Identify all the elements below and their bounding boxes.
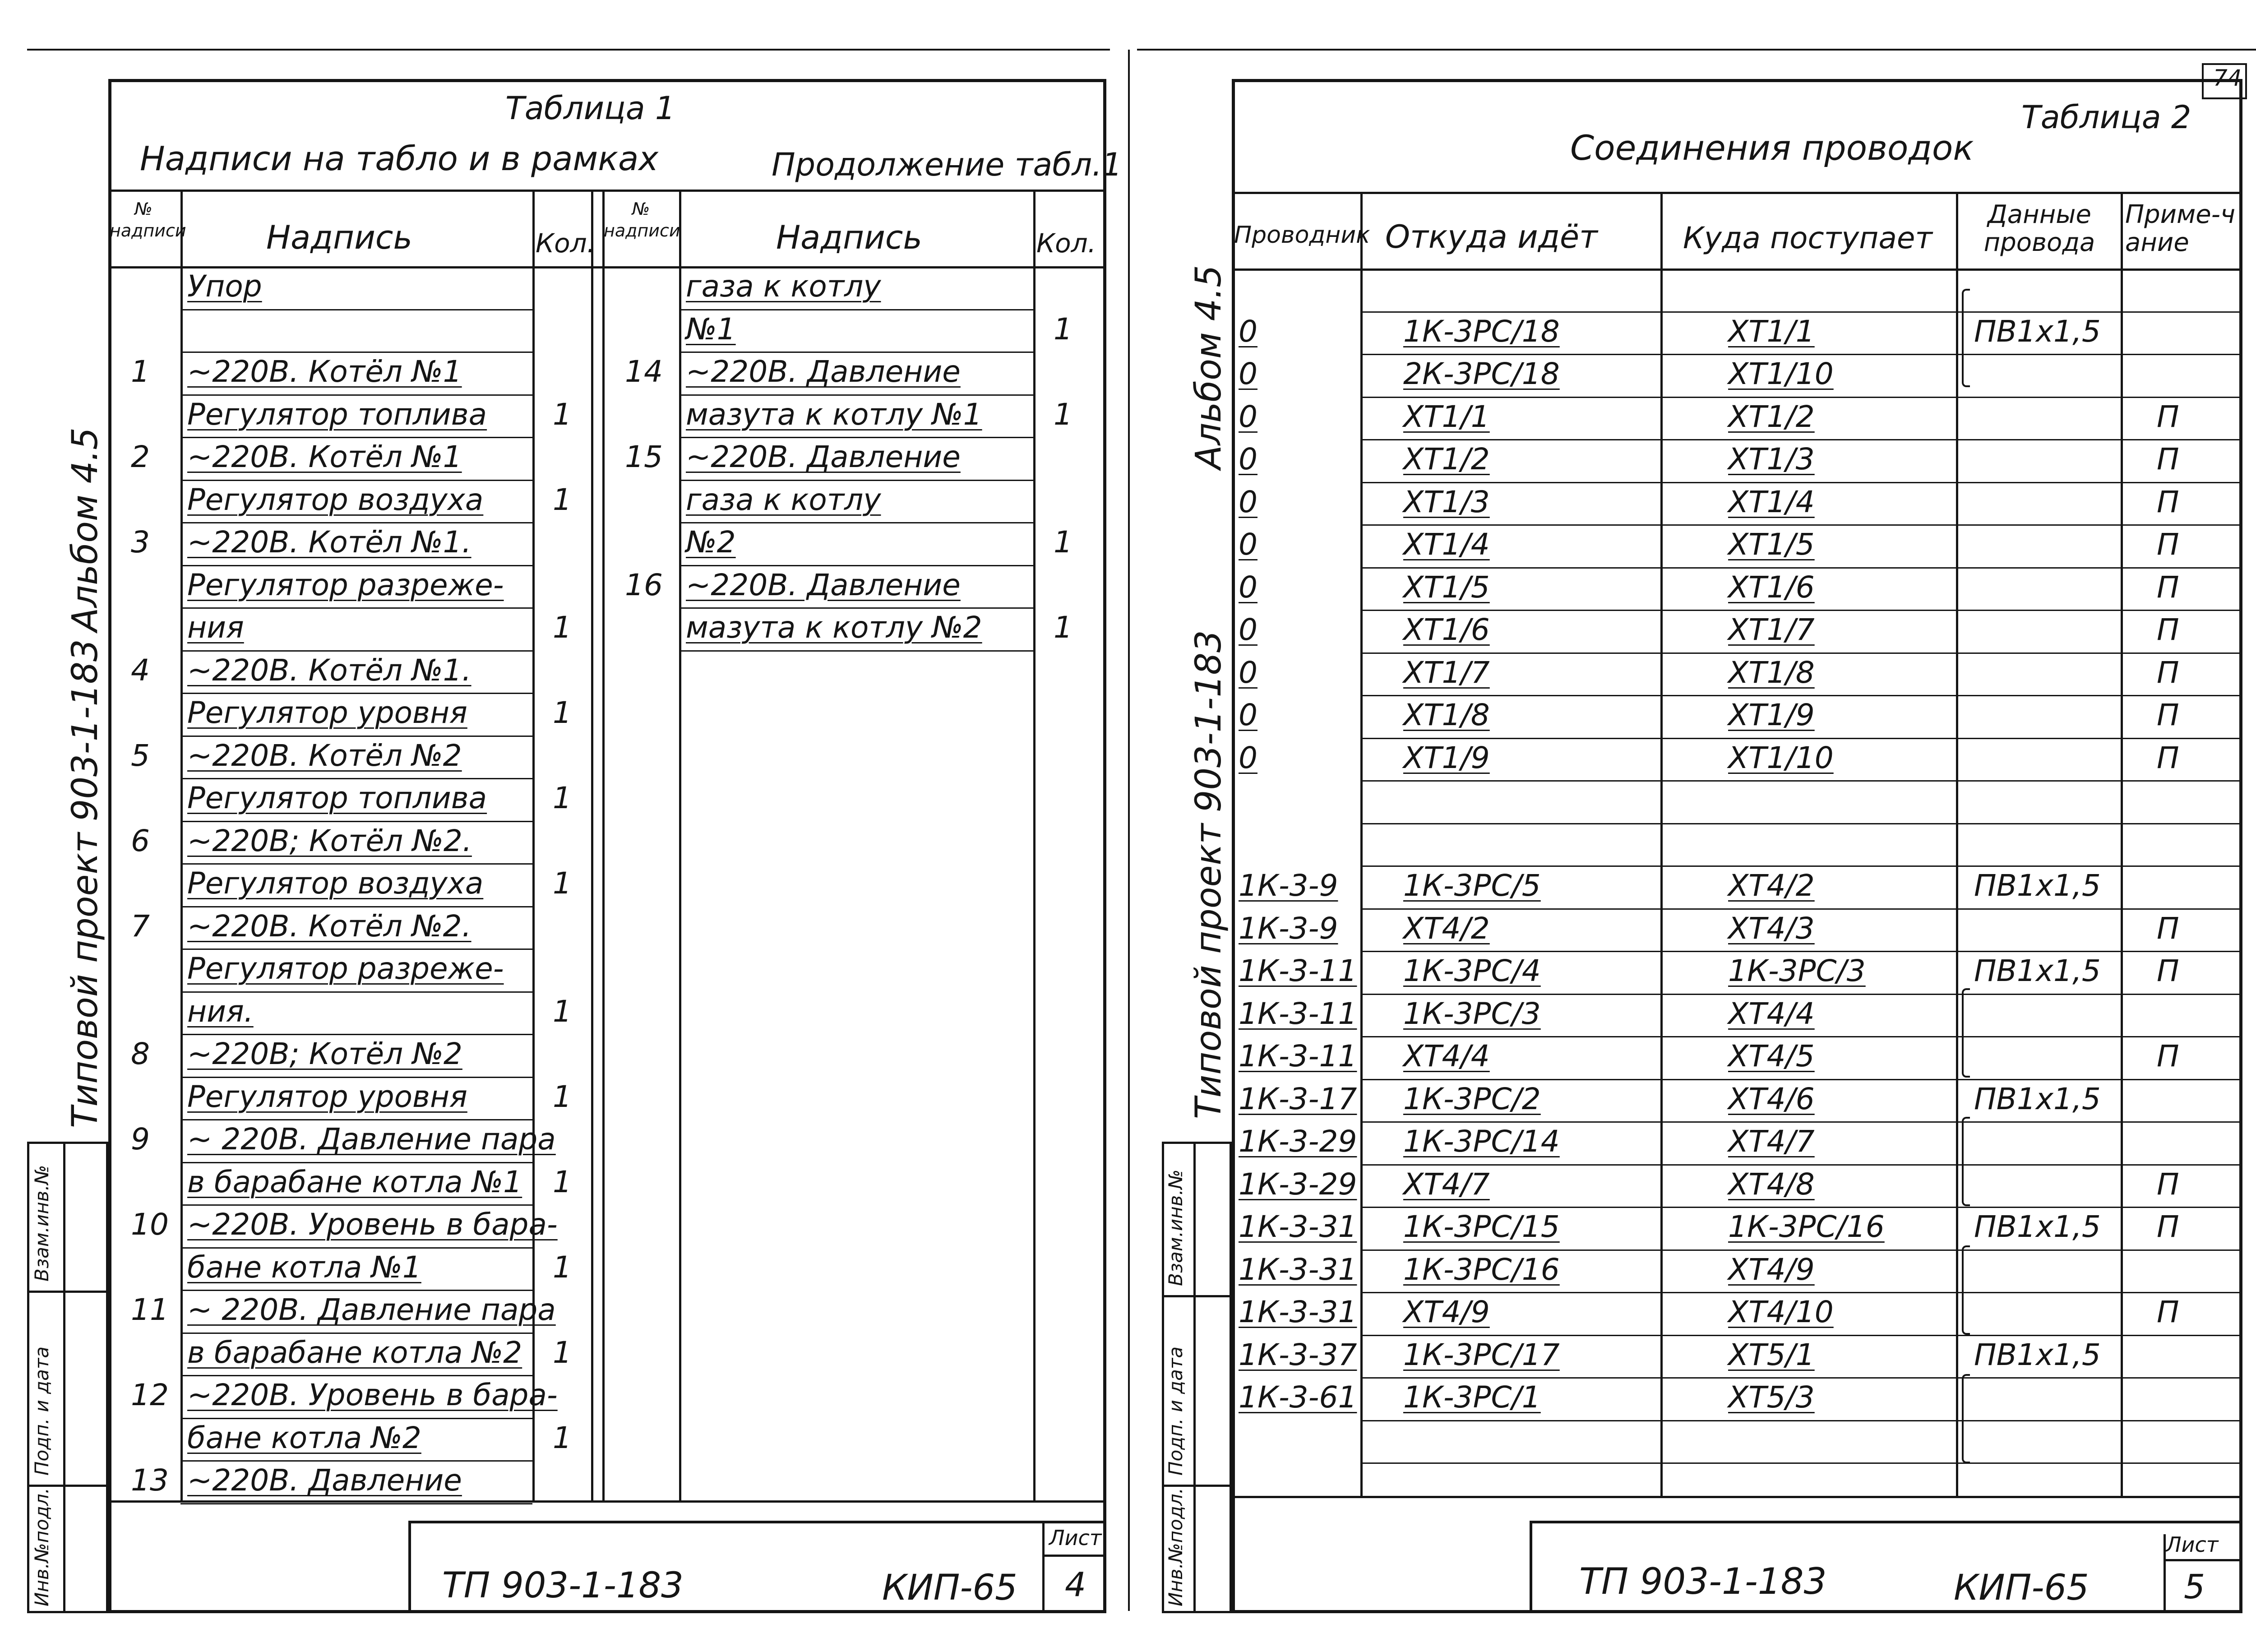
t1-row-text: ния xyxy=(187,610,244,645)
row-line xyxy=(1360,1335,2242,1336)
t1-row-text: ~220В. Уровень в бара- xyxy=(187,1378,558,1412)
row-line xyxy=(1360,951,2242,952)
t2-row-note: П xyxy=(2157,1166,2179,1202)
t1-row-text: Регулятор воздуха xyxy=(187,482,484,517)
row-line xyxy=(1360,695,2242,696)
t2-row-to: ХТ1/6 xyxy=(1728,569,1815,605)
row-line xyxy=(679,352,1033,353)
t2-row-conductor: 1К-3-29 xyxy=(1239,1166,1357,1202)
left-footer-code: ТП 903-1-183 xyxy=(442,1565,684,1606)
row-line xyxy=(180,1503,532,1504)
t1-row-no: 13 xyxy=(131,1463,169,1498)
row-line xyxy=(679,394,1033,396)
t1-header-no: № надписи xyxy=(110,199,186,241)
row-line xyxy=(1360,823,2242,824)
t2-row-from: 1К-3РС/16 xyxy=(1403,1252,1560,1287)
t1-col-end-left xyxy=(591,190,593,1500)
t1-col-qty-divider-right xyxy=(1033,190,1036,1500)
row-line xyxy=(180,650,532,652)
row-line xyxy=(1360,1121,2242,1123)
row-line xyxy=(180,949,532,950)
row-line xyxy=(679,650,1033,652)
t2-row-from: 1К-3РС/15 xyxy=(1403,1209,1560,1244)
row-line xyxy=(679,607,1033,609)
t2-row-from: 1К-3РС/14 xyxy=(1403,1124,1560,1159)
t1-row-no: 4 xyxy=(131,652,150,688)
t2-row-wire: ПВ1х1,5 xyxy=(1974,1337,2101,1372)
t1-row-qty: 1 xyxy=(553,610,572,645)
row-line xyxy=(180,1034,532,1035)
t1-row-no: 10 xyxy=(131,1207,169,1242)
row-line xyxy=(180,1460,532,1462)
t2-row-to: ХТ5/1 xyxy=(1728,1337,1815,1372)
t1-row-qty: 1 xyxy=(553,781,572,815)
t2-row-to: ХТ4/3 xyxy=(1728,911,1815,946)
t1-row-text: Регулятор топлива xyxy=(187,397,487,432)
t2-row-from: 1К-3РС/2 xyxy=(1403,1081,1541,1116)
t1-right-row-text: газа к котлу xyxy=(686,269,881,304)
row-line xyxy=(180,991,532,993)
t2-row-to: ХТ5/3 xyxy=(1728,1380,1815,1415)
t2-row-note: П xyxy=(2157,442,2179,477)
t2-row-from: 1К-3РС/3 xyxy=(1403,996,1541,1031)
brace-group-3 xyxy=(1962,1117,1970,1206)
t2-row-conductor: 0 xyxy=(1239,612,1257,647)
t2-row-conductor: 0 xyxy=(1239,442,1257,477)
row-line xyxy=(679,480,1033,481)
t2-row-conductor: 0 xyxy=(1239,655,1257,690)
t1-header-no-right: № надписи xyxy=(604,199,680,241)
t1-right-row-no: 15 xyxy=(625,440,663,474)
row-line xyxy=(180,1119,532,1120)
row-line xyxy=(180,480,532,481)
t2-row-conductor: 0 xyxy=(1239,484,1257,519)
row-line xyxy=(180,1077,532,1078)
t2-row-from: ХТ4/4 xyxy=(1403,1039,1490,1074)
t2-header-wire: Данные провода xyxy=(1983,200,2095,257)
t1-right-row-qty: 1 xyxy=(1054,311,1073,347)
t2-row-conductor: 1К-3-37 xyxy=(1239,1337,1357,1372)
t2-row-to: ХТ1/2 xyxy=(1728,399,1815,434)
t2-row-note: П xyxy=(2157,740,2179,775)
row-line xyxy=(1360,865,2242,867)
t2-row-conductor: 0 xyxy=(1239,314,1257,349)
page-number: 74 xyxy=(2213,65,2242,91)
row-line xyxy=(180,778,532,779)
t2-row-to: ХТ1/8 xyxy=(1728,655,1815,690)
row-line xyxy=(1360,354,2242,355)
t1-row-qty: 1 xyxy=(553,1335,572,1370)
t1-row-qty: 1 xyxy=(553,1249,572,1285)
table-1-title: Надписи на табло и в рамках xyxy=(140,139,659,178)
t2-row-from: ХТ1/3 xyxy=(1403,484,1490,519)
t2-row-note: П xyxy=(2157,527,2179,562)
row-line xyxy=(1360,439,2242,440)
t2-row-conductor: 1К-3-29 xyxy=(1239,1124,1357,1159)
t1-right-row-qty: 1 xyxy=(1054,610,1073,645)
t1-right-row-text: №1 xyxy=(686,311,736,347)
t2-row-from: ХТ1/7 xyxy=(1403,655,1490,690)
t1-right-row-qty: 1 xyxy=(1054,525,1073,560)
right-footer-sheet-label: Лист xyxy=(2166,1532,2219,1557)
t2-row-from: ХТ1/9 xyxy=(1403,740,1490,775)
row-line xyxy=(180,1247,532,1249)
row-line xyxy=(1360,908,2242,910)
t1-header-qty-right: Кол. xyxy=(1036,228,1096,259)
t2-row-to: ХТ4/9 xyxy=(1728,1252,1815,1287)
t2-row-from: ХТ1/5 xyxy=(1403,569,1490,605)
right-side-project: Типовой проект 903-1-183 xyxy=(1188,630,1229,1119)
t1-row-text: ~220В. Котёл №1 xyxy=(187,440,462,474)
t1-row-text: Регулятор топлива xyxy=(187,781,487,815)
t1-row-text: бане котла №1 xyxy=(187,1249,421,1285)
t2-row-to: ХТ4/2 xyxy=(1728,868,1815,903)
t2-row-from: ХТ1/6 xyxy=(1403,612,1490,647)
brace-group-4 xyxy=(1962,1245,1970,1335)
t1-row-no: 8 xyxy=(131,1037,150,1071)
row-line xyxy=(1360,1164,2242,1166)
t1-right-row-qty: 1 xyxy=(1054,397,1073,432)
t2-row-to: ХТ1/10 xyxy=(1728,356,1834,391)
row-line xyxy=(180,1204,532,1206)
row-line xyxy=(1360,780,2242,782)
row-line xyxy=(1360,1249,2242,1251)
table1-header-bottom xyxy=(108,266,1106,268)
t1-right-row-text: газа к котлу xyxy=(686,482,881,517)
t2-row-conductor: 0 xyxy=(1239,527,1257,562)
row-line xyxy=(180,352,532,353)
t1-right-row-no: 16 xyxy=(625,567,663,602)
table2-header-bottom xyxy=(1232,268,2242,271)
t2-row-from: 1К-3РС/1 xyxy=(1403,1380,1541,1415)
t2-row-wire: ПВ1х1,5 xyxy=(1974,314,2101,349)
t2-col4 xyxy=(2121,192,2123,1496)
row-line xyxy=(180,863,532,865)
t2-row-to: 1К-3РС/16 xyxy=(1728,1209,1885,1244)
t1-row-qty: 1 xyxy=(553,482,572,517)
t2-row-note: П xyxy=(2157,569,2179,605)
t2-row-conductor: 0 xyxy=(1239,356,1257,391)
t1-row-no: 12 xyxy=(131,1378,169,1412)
row-line xyxy=(1360,1462,2242,1464)
t2-row-note: П xyxy=(2157,698,2179,732)
table2-header-top xyxy=(1232,192,2242,194)
table-2-title: Соединения проводок xyxy=(1570,128,1974,168)
t2-row-to: ХТ4/4 xyxy=(1728,996,1815,1031)
t2-row-to: ХТ1/5 xyxy=(1728,527,1815,562)
brace-group-5 xyxy=(1962,1374,1970,1463)
t2-header-conductor: Проводник xyxy=(1234,222,1370,249)
t1-row-text: ~ 220В. Давление пара xyxy=(187,1292,556,1327)
t2-row-from: 1К-3РС/18 xyxy=(1403,314,1560,349)
t1-row-qty: 1 xyxy=(553,866,572,901)
t1-row-no: 5 xyxy=(131,738,150,773)
right-footer-sheet: 5 xyxy=(2184,1568,2205,1606)
t1-row-no: 6 xyxy=(131,823,150,858)
t1-row-text: ~220В. Котёл №1. xyxy=(187,652,472,688)
t2-row-note: П xyxy=(2157,484,2179,519)
t1-row-text: ~220В. Уровень в бара- xyxy=(187,1207,558,1242)
t2-row-conductor: 1К-3-17 xyxy=(1239,1081,1357,1116)
t1-row-text: ~220В; Котёл №2 xyxy=(187,1037,462,1071)
t2-row-note: П xyxy=(2157,655,2179,690)
t1-right-row-text: ~220В. Давление xyxy=(686,567,961,602)
t2-row-from: ХТ4/7 xyxy=(1403,1166,1490,1202)
t2-col3 xyxy=(1956,192,1958,1496)
t2-row-wire: ПВ1х1,5 xyxy=(1974,1209,2101,1244)
row-line xyxy=(180,565,532,566)
t2-header-note: Приме-чание xyxy=(2125,200,2236,257)
table1-bottom xyxy=(108,1500,1106,1503)
row-line xyxy=(180,906,532,907)
t1-row-text: Упор xyxy=(187,269,262,304)
t2-row-from: ХТ1/1 xyxy=(1403,399,1490,434)
t2-row-from: 1К-3РС/4 xyxy=(1403,953,1541,988)
t2-row-note: П xyxy=(2157,1209,2179,1244)
t2-row-to: ХТ1/4 xyxy=(1728,484,1815,519)
t1-row-no: 2 xyxy=(131,440,150,474)
right-stamp-inv: Инв.№подл. xyxy=(1165,1487,1187,1606)
t2-row-wire: ПВ1х1,5 xyxy=(1974,868,2101,903)
row-line xyxy=(180,693,532,694)
right-stamp-h1 xyxy=(1162,1295,1232,1297)
left-stamp-h1 xyxy=(27,1291,108,1293)
t2-row-note: П xyxy=(2157,1039,2179,1074)
t2-row-conductor: 1К-3-11 xyxy=(1239,996,1357,1031)
right-stamp-sign: Подп. и дата xyxy=(1165,1346,1187,1476)
row-line xyxy=(1360,1036,2242,1037)
t1-row-text: ~220В. Давление xyxy=(187,1463,462,1498)
t1-row-text: ния. xyxy=(187,994,254,1029)
row-line xyxy=(1360,567,2242,569)
t1-header-text-right: Надпись xyxy=(776,218,922,256)
t2-row-note: П xyxy=(2157,953,2179,988)
top-border-line-right xyxy=(1137,49,2256,51)
left-side-project: Типовой проект 903-1-183 xyxy=(65,639,106,1128)
t2-row-wire: ПВ1х1,5 xyxy=(1974,953,2101,988)
t2-row-from: ХТ4/9 xyxy=(1403,1295,1490,1329)
t2-row-from: 1К-3РС/17 xyxy=(1403,1337,1560,1372)
t2-row-conductor: 0 xyxy=(1239,569,1257,605)
t1-row-qty: 1 xyxy=(553,1420,572,1455)
right-stamp-mid xyxy=(1193,1142,1196,1613)
t2-row-conductor: 0 xyxy=(1239,698,1257,732)
t2-row-to: ХТ4/7 xyxy=(1728,1124,1815,1159)
right-footer-sheet-line xyxy=(2164,1559,2242,1561)
row-line xyxy=(180,309,532,310)
t1-row-text: в барабане котла №2 xyxy=(187,1335,522,1370)
t2-row-conductor: 0 xyxy=(1239,399,1257,434)
t2-row-conductor: 1К-3-31 xyxy=(1239,1252,1357,1287)
row-line xyxy=(180,437,532,438)
t2-row-to: ХТ1/7 xyxy=(1728,612,1815,647)
t1-row-text: ~220В; Котёл №2. xyxy=(187,823,472,858)
table-1-label: Таблица 1 xyxy=(505,90,675,127)
t1-row-qty: 1 xyxy=(553,1164,572,1199)
t2-row-to: 1К-3РС/3 xyxy=(1728,953,1866,988)
t1-row-text: ~220В. Котёл №1. xyxy=(187,525,472,560)
row-line xyxy=(180,1333,532,1334)
t2-row-from: ХТ1/4 xyxy=(1403,527,1490,562)
t2-row-to: ХТ1/3 xyxy=(1728,442,1815,477)
t1-row-text: Регулятор воздуха xyxy=(187,866,484,901)
right-stamp-h2 xyxy=(1162,1485,1232,1487)
right-footer-code: ТП 903-1-183 xyxy=(1579,1560,1827,1602)
t1-right-row-text: ~220В. Давление xyxy=(686,354,961,389)
t2-row-note: П xyxy=(2157,1295,2179,1329)
t2-row-to: ХТ1/9 xyxy=(1728,698,1815,732)
row-line xyxy=(1360,610,2242,611)
row-line xyxy=(180,1375,532,1376)
t1-header-text: Надпись xyxy=(266,218,412,256)
row-line xyxy=(1360,652,2242,654)
brace-group-2 xyxy=(1962,988,1970,1078)
t2-row-to: ХТ4/8 xyxy=(1728,1166,1815,1202)
t2-header-to: Куда поступает xyxy=(1683,221,1932,255)
t1-right-row-text: №2 xyxy=(686,525,736,560)
brace-group-1 xyxy=(1962,289,1970,387)
t2-row-from: ХТ4/2 xyxy=(1403,911,1490,946)
t2-row-conductor: 1К-3-31 xyxy=(1239,1295,1357,1329)
t1-row-qty: 1 xyxy=(553,695,572,730)
t1-right-row-text: ~220В. Давление xyxy=(686,440,961,474)
t1-row-no: 1 xyxy=(131,354,150,389)
left-footer-sheet-line xyxy=(1042,1555,1106,1557)
right-footer-doc: КИП-65 xyxy=(1954,1568,2089,1608)
t2-col2 xyxy=(1660,192,1663,1496)
left-stamp-h2 xyxy=(27,1485,108,1487)
left-stamp-inv: Инв.№подл. xyxy=(31,1487,53,1606)
table-2-label: Таблица 2 xyxy=(2021,99,2191,136)
row-line xyxy=(180,736,532,737)
row-line xyxy=(180,522,532,523)
row-line xyxy=(1360,738,2242,739)
t2-row-conductor: 1К-3-9 xyxy=(1239,911,1338,946)
row-line xyxy=(180,394,532,396)
left-footer-sheet-label: Лист xyxy=(1049,1526,1102,1550)
t1-row-text: в барабане котла №1 xyxy=(187,1164,522,1199)
t1-row-text: Регулятор разреже- xyxy=(187,567,504,602)
row-line xyxy=(1360,482,2242,483)
table2-bottom xyxy=(1232,1496,2242,1498)
t1-row-text: ~ 220В. Давление пара xyxy=(187,1122,556,1157)
t1-row-qty: 1 xyxy=(553,994,572,1029)
left-footer-sheet: 4 xyxy=(1065,1565,1086,1604)
row-line xyxy=(679,309,1033,310)
table1-header-top xyxy=(108,190,1106,192)
t2-row-to: ХТ4/10 xyxy=(1728,1295,1834,1329)
left-stamp-replace: Взам.инв.№ xyxy=(31,1165,53,1282)
row-line xyxy=(1360,524,2242,526)
t2-row-note: П xyxy=(2157,399,2179,434)
table-1-continuation: Продолжение табл.1 xyxy=(772,146,1122,183)
left-stamp-mid xyxy=(63,1142,65,1613)
t2-header-from: Откуда идёт xyxy=(1385,218,1598,255)
t2-col1 xyxy=(1360,192,1363,1496)
row-line xyxy=(1360,1079,2242,1080)
row-line xyxy=(679,522,1033,523)
t1-col-no-divider xyxy=(180,190,183,1500)
t2-row-from: ХТ1/2 xyxy=(1403,442,1490,477)
row-line xyxy=(1360,1377,2242,1379)
t1-row-no: 11 xyxy=(131,1292,169,1327)
row-line xyxy=(180,1290,532,1291)
t1-col-no-divider-right xyxy=(679,190,681,1500)
left-footer-doc: КИП-65 xyxy=(882,1568,1017,1608)
row-line xyxy=(180,821,532,822)
row-line xyxy=(1360,1292,2242,1293)
t2-row-from: ХТ1/8 xyxy=(1403,698,1490,732)
row-line xyxy=(1360,994,2242,995)
row-line xyxy=(180,1418,532,1419)
row-line xyxy=(180,607,532,609)
t2-row-conductor: 1К-3-11 xyxy=(1239,953,1357,988)
t2-row-to: ХТ4/6 xyxy=(1728,1081,1815,1116)
t1-col-start-right xyxy=(602,190,605,1500)
t1-right-row-text: мазута к котлу №1 xyxy=(686,397,982,432)
t1-row-text: ~220В. Котёл №2. xyxy=(187,908,472,944)
t2-row-note: П xyxy=(2157,911,2179,946)
t2-row-to: ХТ4/5 xyxy=(1728,1039,1815,1074)
left-footer-sheet-divider xyxy=(1042,1521,1045,1613)
row-line xyxy=(679,437,1033,438)
t2-row-wire: ПВ1х1,5 xyxy=(1974,1081,2101,1116)
t1-row-qty: 1 xyxy=(553,397,572,432)
row-line xyxy=(1360,1420,2242,1421)
t2-row-conductor: 1К-3-11 xyxy=(1239,1039,1357,1074)
t2-row-conductor: 0 xyxy=(1239,740,1257,775)
right-stamp-replace: Взам.инв.№ xyxy=(1165,1169,1187,1286)
t1-row-no: 3 xyxy=(131,525,150,560)
t2-row-from: 2К-3РС/18 xyxy=(1403,356,1560,391)
row-line xyxy=(1360,397,2242,398)
top-border-line-left xyxy=(27,49,1110,51)
row-line xyxy=(1360,1207,2242,1208)
t1-row-no: 9 xyxy=(131,1122,150,1157)
t2-row-conductor: 1К-3-9 xyxy=(1239,868,1338,903)
t2-row-conductor: 1К-3-61 xyxy=(1239,1380,1357,1415)
row-line xyxy=(180,1162,532,1163)
t2-row-to: ХТ1/10 xyxy=(1728,740,1834,775)
t1-row-text: Регулятор разреже- xyxy=(187,951,504,986)
t2-row-conductor: 1К-3-31 xyxy=(1239,1209,1357,1244)
sheet-separator xyxy=(1128,50,1130,1611)
t2-row-from: 1К-3РС/5 xyxy=(1403,868,1541,903)
right-side-album: Альбом 4.5 xyxy=(1188,265,1229,469)
t2-row-note: П xyxy=(2157,612,2179,647)
t1-row-text: ~220В. Котёл №2 xyxy=(187,738,462,773)
t1-row-text: Регулятор уровня xyxy=(187,1079,467,1114)
t1-header-qty: Кол. xyxy=(536,228,596,259)
t1-row-text: ~220В. Котёл №1 xyxy=(187,354,462,389)
left-side-album: Альбом 4.5 xyxy=(65,427,106,632)
row-line xyxy=(679,565,1033,566)
t1-row-qty: 1 xyxy=(553,1079,572,1114)
left-stamp-sign: Подп. и дата xyxy=(31,1346,53,1476)
t2-row-to: ХТ1/1 xyxy=(1728,314,1815,349)
t1-row-text: бане котла №2 xyxy=(187,1420,421,1455)
t1-row-no: 7 xyxy=(131,908,150,944)
t1-row-text: Регулятор уровня xyxy=(187,695,467,730)
t1-right-row-text: мазута к котлу №2 xyxy=(686,610,982,645)
t1-right-row-no: 14 xyxy=(625,354,663,389)
row-line xyxy=(1360,311,2242,313)
